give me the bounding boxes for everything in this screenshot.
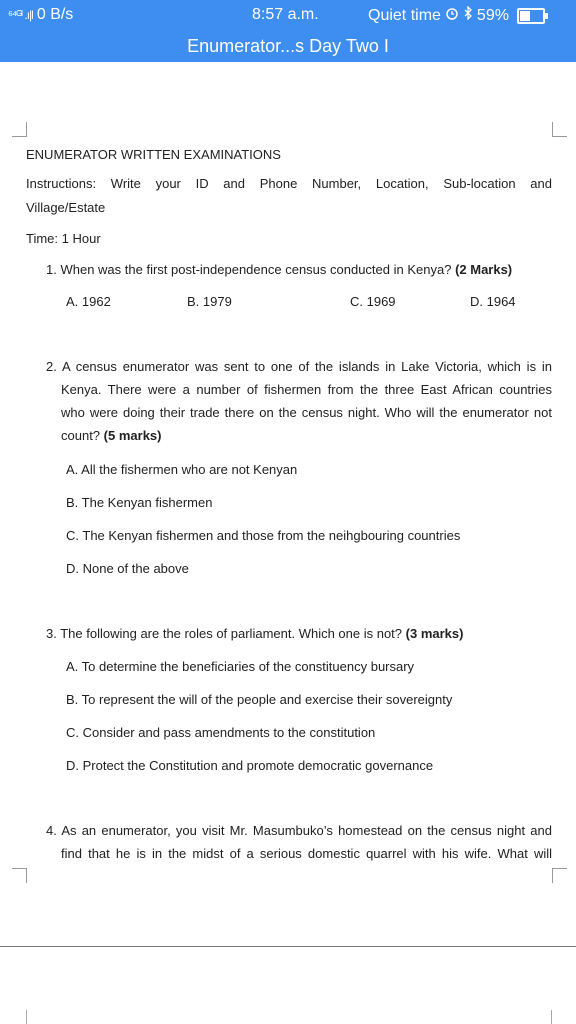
crop-mark-bottom-right xyxy=(552,868,567,883)
option-a: A. All the fishermen who are not Kenyan xyxy=(66,462,298,477)
question-number: 2. xyxy=(46,359,57,374)
option-b: B. The Kenyan fishermen xyxy=(66,495,213,510)
exam-time: Time: 1 Hour xyxy=(26,231,101,246)
option-b: B. 1979 xyxy=(187,294,232,309)
option-a: A. 1962 xyxy=(66,294,111,309)
instructions-line-1: Instructions: Write your ID and Phone Number, Location, Sub-location and xyxy=(26,176,552,191)
question-number: 4. xyxy=(46,823,57,838)
option-d: D. 1964 xyxy=(470,294,516,309)
status-time: 8:57 a.m. xyxy=(252,6,319,23)
option-b: B. To represent the will of the people and exercise their sovereignty xyxy=(66,692,453,707)
status-bar xyxy=(0,0,576,32)
crop-mark-top-left xyxy=(12,122,27,137)
alarm-icon xyxy=(445,6,459,25)
signal-icon: ⁶⁴ᴳᴵ .ı|l xyxy=(8,8,33,22)
exam-heading: ENUMERATOR WRITTEN EXAMINATIONS xyxy=(26,147,281,162)
option-d: D. Protect the Constitution and promote democratic governance xyxy=(66,758,434,773)
question-2 xyxy=(46,355,552,447)
next-page-edge-left xyxy=(26,1010,27,1024)
question-text-line-4: count? xyxy=(61,428,101,443)
question-text-line-1: As an enumerator, you visit Mr. Masumbuko’s homestead on the census night and xyxy=(61,823,552,838)
question-1 xyxy=(46,258,552,281)
question-text-line-1: A census enumerator was sent to one of the islands in Lake Victoria, which is in xyxy=(61,359,552,374)
document-title-bar[interactable] xyxy=(0,32,576,62)
question-text-line-2: find that he is in the midst of a serious domestic quarrel with his wife. What will xyxy=(61,846,552,861)
page-divider xyxy=(0,946,576,947)
question-number: 1. xyxy=(46,262,57,277)
instructions-line-2: Village/Estate xyxy=(26,200,106,215)
question-text-line-3: who were doing their trade there on the census night. Who will the enumerator not xyxy=(61,405,552,420)
question-text-line-2: Kenya. There were a number of fishermen from the three East African countries xyxy=(61,382,552,397)
network-speed: 0 B/s xyxy=(36,6,74,23)
option-d: D. None of the above xyxy=(66,561,189,576)
option-c: C. Consider and pass amendments to the constitution xyxy=(66,725,376,740)
next-page-edge-right xyxy=(551,1010,552,1024)
bluetooth-icon xyxy=(463,6,473,25)
crop-mark-bottom-left xyxy=(12,868,27,883)
option-c: C. 1969 xyxy=(350,294,396,309)
document-title: Enumerator...s Day Two I xyxy=(187,36,389,56)
option-a: A. To determine the beneficiaries of the constituency bursary xyxy=(66,659,415,674)
question-3 xyxy=(46,622,552,645)
question-marks: (3 marks) xyxy=(405,626,464,641)
crop-mark-top-right xyxy=(552,122,567,137)
question-text: When was the first post-independence census conducted in Kenya? xyxy=(60,262,452,277)
question-number: 3. xyxy=(46,626,57,641)
question-4 xyxy=(46,819,552,865)
question-marks: (2 Marks) xyxy=(455,262,513,277)
option-c: C. The Kenyan fishermen and those from the neihgbouring countries xyxy=(66,528,461,543)
quiet-mode-label: Quiet time xyxy=(368,6,441,24)
battery-icon xyxy=(517,8,545,24)
question-text: The following are the roles of parliament. Which one is not? xyxy=(60,626,403,641)
battery-level: 59% xyxy=(476,6,509,24)
question-marks: (5 marks) xyxy=(103,428,162,443)
